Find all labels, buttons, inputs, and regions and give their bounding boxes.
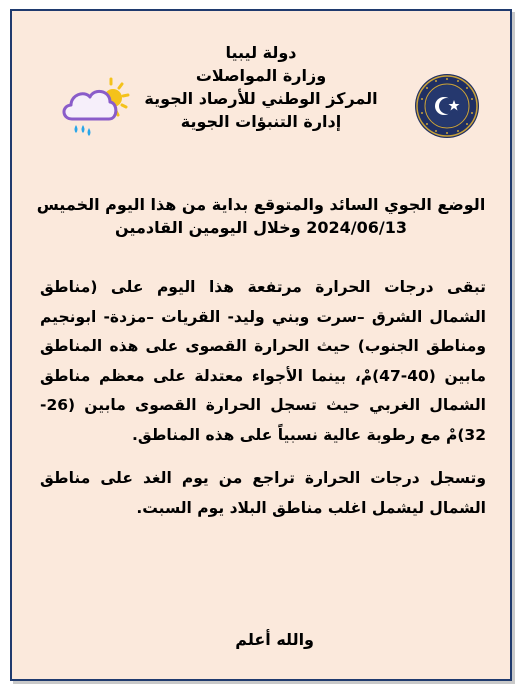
- cloud-rain-sun-icon: [56, 75, 134, 141]
- header-country: دولة ليبيا: [225, 43, 297, 62]
- header-department: إدارة التنبؤات الجوية: [180, 112, 342, 131]
- forecast-body: [40, 273, 486, 523]
- header-center: المركز الوطني للأرصاد الجوية: [144, 89, 378, 108]
- forecast-paragraph-2: وتسجل درجات الحرارة تراجع من يوم الغد على مناطق الشمال ليشمل اغلب مناطق البلاد يوم السبت.: [40, 469, 486, 517]
- header-ministry: وزارة المواصلات: [195, 66, 327, 85]
- libya-meteorology-emblem-icon: [414, 73, 480, 139]
- forecast-title: [32, 193, 490, 239]
- forecast-paragraph-1: تبقى درجات الحرارة مرتفعة هذا اليوم على (مناطق الشمال الشرق –سرت وبني وليد- القريات –مزدة- ابونجيم ومناطق الجنوب) حيث الحرارة القصوى على هذه المناطق مابين (40-47)مْ، بينما الأجواء معتدلة على معظم مناطق الشمال الغربي حيث تسجل الحرارة القصوى مابين (26-32)مْ مع رطوبة عالية نسبياً على هذه المناطق.: [40, 278, 486, 444]
- closing-phrase: والله أعلم: [235, 630, 314, 649]
- forecast-title-line2: 2024/06/13 وخلال اليومين القادمين: [115, 218, 407, 237]
- forecast-title-line1: الوضع الجوي السائد والمتوقع بداية من هذا اليوم الخميس: [36, 195, 486, 214]
- bulletin-page: [10, 9, 512, 681]
